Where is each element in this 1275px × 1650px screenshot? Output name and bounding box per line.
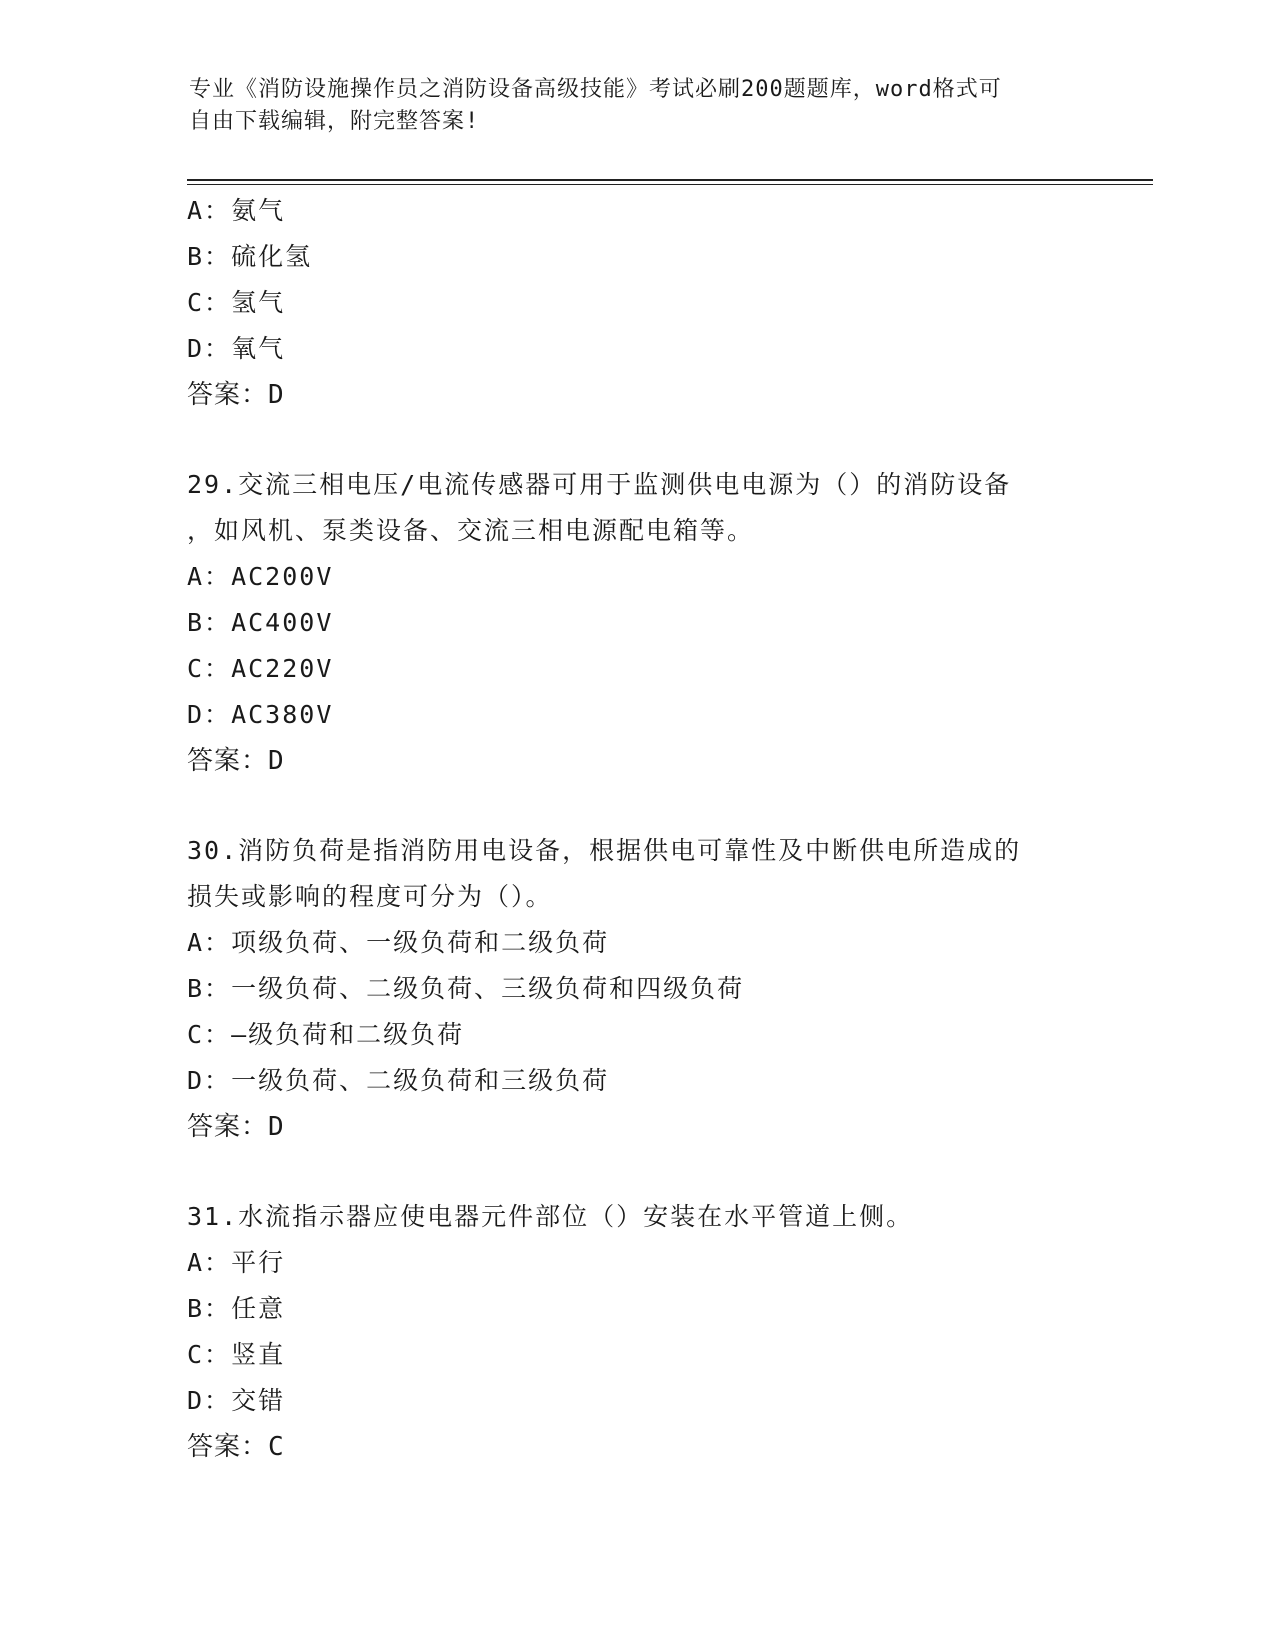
header-rule-thick (187, 179, 1153, 181)
document-header (189, 74, 1089, 138)
option-a: A：平行 (187, 1248, 286, 1277)
option-b: B：硫化氢 (187, 242, 313, 271)
answer-line: 答案：D (187, 380, 285, 410)
option-c: C：—级负荷和二级负荷 (187, 1020, 465, 1049)
option-a: A：氨气 (187, 196, 286, 225)
question-block-29 (187, 462, 1087, 784)
answer-line: 答案：D (187, 746, 285, 776)
question-stem-line: 29.交流三相电压/电流传感器可用于监测供电电源为（）的消防设备 (187, 470, 1012, 499)
option-d: D：AC380V (187, 700, 334, 729)
question-content (187, 188, 1087, 1470)
option-b: B：AC400V (187, 608, 334, 637)
answer-line: 答案：D (187, 1112, 285, 1142)
question-stem-line: ，如风机、泵类设备、交流三相电源配电箱等。 (187, 516, 755, 545)
option-a: A：AC200V (187, 562, 334, 591)
header-rule-thin (187, 184, 1153, 185)
option-d: D：一级负荷、二级负荷和三级负荷 (187, 1066, 610, 1095)
spacer (187, 784, 1087, 828)
spacer (187, 1150, 1087, 1194)
spacer (187, 418, 1087, 462)
question-stem-line: 损失或影响的程度可分为（）。 (187, 882, 553, 911)
option-b: B：一级负荷、二级负荷、三级负荷和四级负荷 (187, 974, 745, 1003)
header-line-1: 专业《消防设施操作员之消防设备高级技能》考试必刷200题题库，word格式可 (189, 77, 1002, 102)
header-line-2: 自由下载编辑，附完整答案! (189, 109, 480, 134)
option-d: D：交错 (187, 1386, 286, 1415)
question-stem-line: 31.水流指示器应使电器元件部位（）安装在水平管道上侧。 (187, 1202, 914, 1231)
option-c: C：竖直 (187, 1340, 286, 1369)
option-c: C：AC220V (187, 654, 334, 683)
question-block-prev (187, 188, 1087, 418)
question-block-30 (187, 828, 1087, 1150)
option-d: D：氧气 (187, 334, 286, 363)
option-b: B：任意 (187, 1294, 286, 1323)
option-c: C：氢气 (187, 288, 286, 317)
question-stem-line: 30.消防负荷是指消防用电设备，根据供电可靠性及中断供电所造成的 (187, 836, 1022, 865)
option-a: A：项级负荷、一级负荷和二级负荷 (187, 928, 610, 957)
answer-line: 答案：C (187, 1432, 285, 1462)
question-block-31 (187, 1194, 1087, 1470)
